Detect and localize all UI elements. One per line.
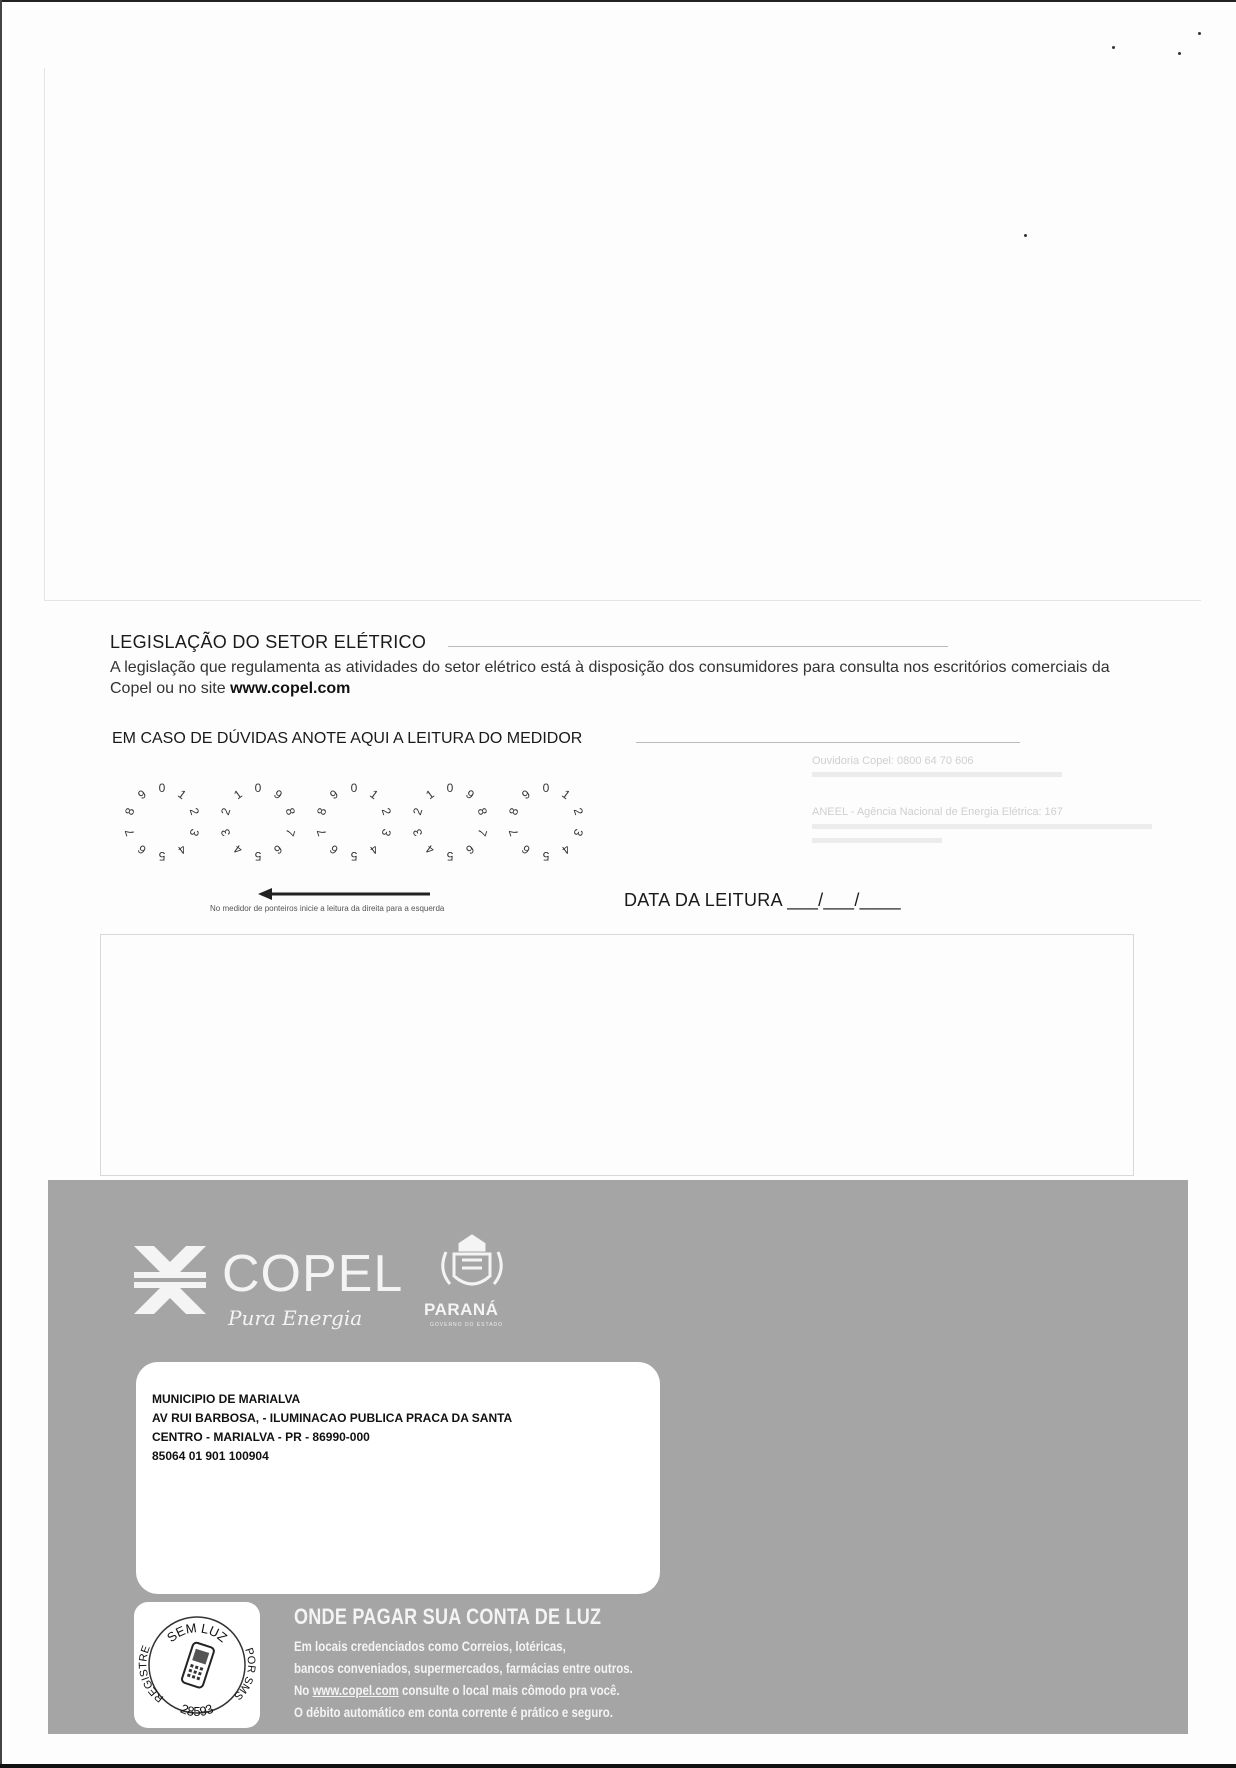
cellphone-icon (181, 1642, 215, 1689)
data-leitura (624, 890, 901, 911)
dial-digit: 6 (327, 841, 341, 858)
faded-line (812, 838, 942, 843)
left-arrow-icon (258, 888, 430, 900)
dial-digit: 5 (254, 849, 262, 863)
data-leitura-label: DATA DA LEITURA (624, 890, 782, 910)
page-top-edge (0, 0, 1236, 2)
dial-digit: 6 (519, 841, 533, 858)
onde-pagar-line: bancos conveniados, supermercados, farmácias entre outros. (294, 1660, 633, 1676)
dial-digit: 7 (474, 827, 490, 838)
dial-digit: 3 (378, 827, 394, 838)
dial-digit: 8 (474, 806, 490, 817)
copel-tagline: Pura Energia (228, 1306, 363, 1330)
address-line: AV RUI BARBOSA, - ILUMINACAO PUBLICA PRACA DA SANTA (152, 1411, 513, 1425)
sms-number: 28593 (178, 1700, 216, 1720)
dial-digit: 1 (231, 786, 245, 803)
dial-digit: 7 (122, 827, 138, 838)
speck (1112, 46, 1115, 49)
dial-digit: 9 (463, 786, 477, 803)
dial-digit: 8 (506, 806, 522, 817)
dial-digit: 7 (314, 827, 330, 838)
dial-digit: 2 (218, 806, 234, 817)
ouvidoria-text: Ouvidoria Copel: 0800 64 70 606 (812, 755, 974, 767)
dial-digit: 0 (542, 781, 550, 795)
svg-text:REGISTRE (137, 1644, 166, 1704)
svg-text:28593 (178, 1701, 215, 1719)
onde-pagar-suffix: consulte o local mais cômodo pra você. (398, 1682, 620, 1698)
dial-digit: 4 (559, 841, 573, 858)
speck (1024, 234, 1027, 237)
sms-left-text: REGISTRE (137, 1644, 166, 1705)
sms-badge (134, 1602, 260, 1728)
address-line: CENTRO - MARIALVA - PR - 86990-000 (152, 1430, 370, 1444)
medidor-title: EM CASO DE DÚVIDAS ANOTE AQUI A LEITURA DO MEDIDOR (112, 730, 583, 747)
onde-pagar-title: ONDE PAGAR SUA CONTA DE LUZ (294, 1604, 602, 1629)
sms-right-text: POR SMS (231, 1646, 258, 1702)
dial-digit: 7 (506, 827, 522, 838)
onde-pagar-prefix: No (294, 1682, 313, 1698)
dial-digit: 0 (446, 781, 454, 795)
parana-subtitle: GOVERNO DO ESTADO (430, 1322, 504, 1328)
copel-site-link[interactable]: www.copel.com (312, 1682, 399, 1698)
dial-digit: 4 (367, 841, 381, 858)
sms-badge-svg (134, 1602, 260, 1728)
dial-digit: 0 (254, 781, 262, 795)
dial-digit: 9 (519, 786, 533, 803)
dial-digit: 2 (410, 806, 426, 817)
svg-text:POR SMS (231, 1647, 257, 1702)
data-leitura-blank: ___/___/____ (787, 890, 901, 910)
aneel-text: ANEEL - Agência Nacional de Energia Elétrica: 167 (812, 806, 1063, 818)
dial-digit: 1 (367, 786, 381, 803)
legislacao-text (110, 657, 1110, 699)
dial-reading-note: No medidor de ponteiros inicie a leitura da direita para a esquerda (210, 904, 445, 913)
dial-digit: 6 (271, 841, 285, 858)
dial-digit: 4 (231, 841, 245, 858)
dial-digit: 9 (271, 786, 285, 803)
onde-pagar-line: O débito automático em conta corrente é prático e seguro. (294, 1704, 613, 1720)
dial-digit: 2 (378, 806, 394, 817)
onde-pagar-line-3 (294, 1682, 620, 1698)
dial-digit: 7 (282, 827, 298, 838)
dial-digit: 4 (423, 841, 437, 858)
legislacao-rule (448, 646, 948, 647)
dial-digit: 9 (135, 786, 149, 803)
dial-digit: 2 (570, 806, 586, 817)
dial-digit: 5 (350, 849, 358, 863)
speck (1198, 32, 1201, 35)
legislacao-body: A legislação que regulamenta as atividades do setor elétrico está à disposição dos consumidores para consulta nos escritórios comerciais da Copel ou no site (110, 659, 1110, 697)
dial-digit: 9 (327, 786, 341, 803)
page-bottom-edge (0, 1764, 1236, 1768)
legislacao-link[interactable]: www.copel.com (230, 680, 351, 697)
blank-top-area (44, 68, 1201, 601)
sms-top-text: SEM LUZ (163, 1620, 231, 1646)
legislacao-title: LEGISLAÇÃO DO SETOR ELÉTRICO (110, 632, 427, 652)
dial-digit: 3 (410, 827, 426, 838)
meter-dials (122, 774, 632, 874)
dial-digit: 6 (135, 841, 149, 858)
dial-digit: 3 (570, 827, 586, 838)
dial-digit: 2 (186, 806, 202, 817)
dial-digit: 3 (218, 827, 234, 838)
dial-digit: 6 (463, 841, 477, 858)
parana-wordmark: PARANÁ (424, 1300, 499, 1319)
dial-digit: 5 (158, 849, 166, 863)
dial-digit: 8 (282, 806, 298, 817)
medidor-rule (636, 742, 1020, 743)
faded-line (812, 824, 1152, 829)
copel-wordmark: COPEL (222, 1245, 404, 1303)
address-window (136, 1362, 660, 1594)
parana-coat-of-arms-icon (432, 1230, 512, 1300)
dial-digit: 0 (158, 781, 166, 795)
message-box (100, 934, 1134, 1176)
dial-digit: 3 (186, 827, 202, 838)
onde-pagar-line: Em locais credenciados como Correios, lotéricas, (294, 1638, 566, 1654)
dial-digit: 8 (314, 806, 330, 817)
dial-digit: 1 (423, 786, 437, 803)
meter-dials-svg (122, 774, 632, 874)
page-left-edge (0, 0, 2, 1768)
faded-line (812, 772, 1062, 777)
dial-digit: 0 (350, 781, 358, 795)
dial-digit: 8 (122, 806, 138, 817)
dial-digit: 4 (175, 841, 189, 858)
dial-digit: 5 (446, 849, 454, 863)
svg-text:SEM LUZ (164, 1620, 230, 1645)
dial-digit: 5 (542, 849, 550, 863)
speck (1178, 52, 1181, 55)
address-line: 85064 01 901 100904 (152, 1449, 269, 1463)
address-line: MUNICIPIO DE MARIALVA (152, 1392, 301, 1406)
dial-digit: 1 (175, 786, 189, 803)
copel-logo-icon (134, 1246, 206, 1314)
dial-digit: 1 (559, 786, 573, 803)
